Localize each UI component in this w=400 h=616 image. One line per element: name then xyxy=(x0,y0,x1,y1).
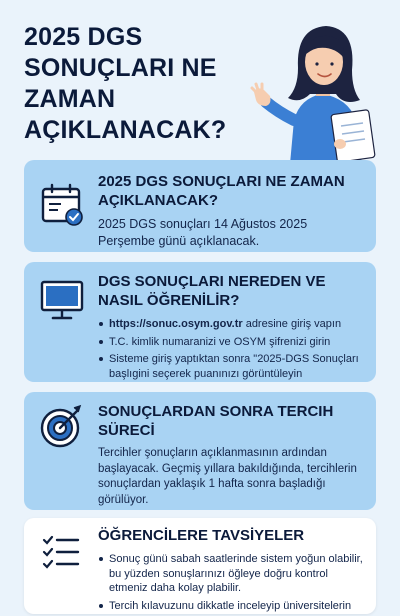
header xyxy=(0,0,400,160)
card-title: DGS SONUÇLARI NEREDEN VE NASIL ÖĞRENİLİR? xyxy=(98,273,326,309)
card-text: 2025 DGS sonuçları 14 Ağustos 2025 Perşembe günü açıklanacak. xyxy=(98,217,308,248)
list-item: Sisteme giriş yaptıktan sonra "2025-DGS Sonuçları başlıgini seçerek puanınızı görüntüleyin xyxy=(98,352,364,381)
monitor-icon xyxy=(38,276,86,324)
how-to-check-card xyxy=(24,262,376,382)
target-icon xyxy=(38,402,86,450)
list-item: https://sonuc.osym.gov.tr adresine giriş vapın xyxy=(98,317,364,332)
woman-with-clipboard-illustration xyxy=(248,8,396,164)
results-date-card xyxy=(24,160,376,252)
card-title: 2025 DGS SONUÇLARI NE ZAMAN AÇIKLANACAK? xyxy=(98,173,345,209)
card-title: SONUÇLARDAN SONRA TERCIH SÜRECİ xyxy=(98,403,334,439)
list-item: Sonuç günü sabah saatlerinde sistem yoğun olabilir, bu yüzden sonuşlarınızı öğleye doğru kontrol etmeniz daha kolay plabilir. xyxy=(98,552,364,596)
card-title: ÖĞRENCİLERE TAVSİYELER xyxy=(98,527,305,544)
calendar-check-icon xyxy=(38,180,86,228)
list-item: T.C. kimlik numaranizi ve OSYM şifrenizi girin xyxy=(98,335,364,350)
preference-process-card xyxy=(24,392,376,510)
checklist-icon xyxy=(38,530,86,578)
list-item: Tercih kılavuzunu dikkatle inceleyip üniversitelerin xyxy=(98,599,364,614)
page-title: 2025 DGS SONUÇLARI NE ZAMAN AÇIKLANACAK? xyxy=(24,23,227,144)
steps-list xyxy=(98,317,364,381)
result-site-link[interactable]: https://sonuc.osym.gov.tr xyxy=(109,318,243,330)
card-text: Tercihler şonuçların açıklanmasının ardından başlayacak. Geçmiş yıllara bakıldığında, tercihlerin sonuçlardan yaklaşık 1 hafta sonra başladığı görülüyor. xyxy=(98,447,357,506)
advice-list xyxy=(98,552,364,613)
advice-card xyxy=(24,518,376,614)
